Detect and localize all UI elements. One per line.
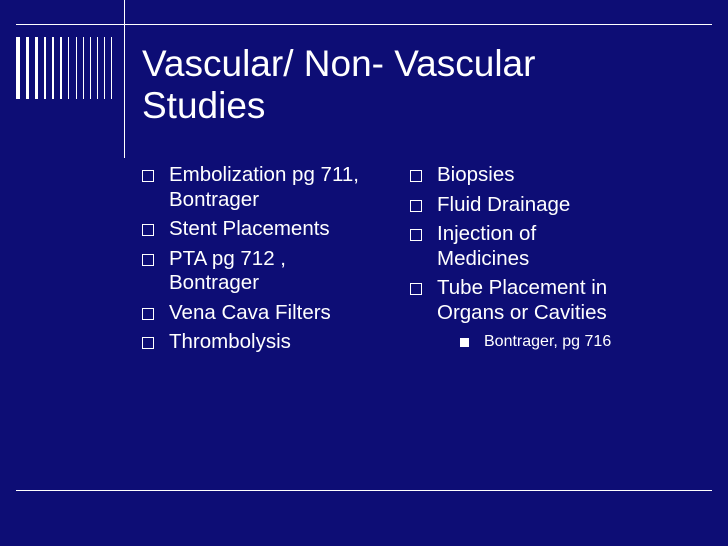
list-item: [410, 193, 710, 218]
checkbox-bullet-icon: [142, 308, 154, 320]
title-line-2: Studies: [142, 85, 266, 126]
list-item: [142, 301, 402, 326]
checkbox-bullet-icon: [410, 200, 422, 212]
list-item: [142, 247, 402, 296]
item-text: Medicines: [437, 246, 530, 270]
sub-list-item: [410, 331, 710, 353]
checkbox-bullet-icon: [410, 229, 422, 241]
item-text: Stent Placements: [169, 217, 330, 240]
checkbox-bullet-icon: [410, 170, 422, 182]
list-item: [142, 163, 402, 212]
checkbox-bullet-icon: [142, 170, 154, 182]
item-text: Vena Cava Filters: [169, 300, 331, 324]
top-rule: [16, 24, 712, 25]
item-text: Fluid Drainage: [437, 192, 571, 216]
slide-title: [142, 43, 702, 127]
sub-item-text: Bontrager, pg 716: [484, 333, 612, 350]
item-text: Injection of: [437, 222, 537, 245]
item-text: PTA pg 712 ,: [169, 246, 287, 270]
checkbox-bullet-icon: [142, 224, 154, 236]
item-text: Organs or Cavities: [437, 300, 607, 324]
checkbox-bullet-icon: [142, 337, 154, 349]
list-item: [410, 222, 710, 271]
item-text: Tube Placement in: [437, 276, 608, 299]
decorative-bars: [16, 37, 116, 99]
list-item: [410, 163, 710, 188]
item-text: Embolization pg 711,: [169, 163, 359, 186]
bottom-rule: [16, 490, 712, 491]
list-item: [142, 330, 402, 355]
item-text: Bontrager: [169, 271, 260, 294]
item-text: Thrombolysis: [169, 330, 291, 353]
item-text: Bontrager: [169, 187, 260, 211]
vertical-rule: [124, 0, 125, 158]
item-text: Biopsies: [437, 163, 515, 186]
right-bullet-list: [410, 163, 710, 358]
checkbox-bullet-icon: [410, 283, 422, 295]
list-item: [410, 276, 710, 325]
left-bullet-list: [142, 163, 402, 360]
list-item: [142, 217, 402, 242]
checkbox-bullet-icon: [142, 254, 154, 266]
square-bullet-icon: [460, 338, 469, 347]
title-line-1: Vascular/ Non- Vascular: [142, 43, 536, 84]
